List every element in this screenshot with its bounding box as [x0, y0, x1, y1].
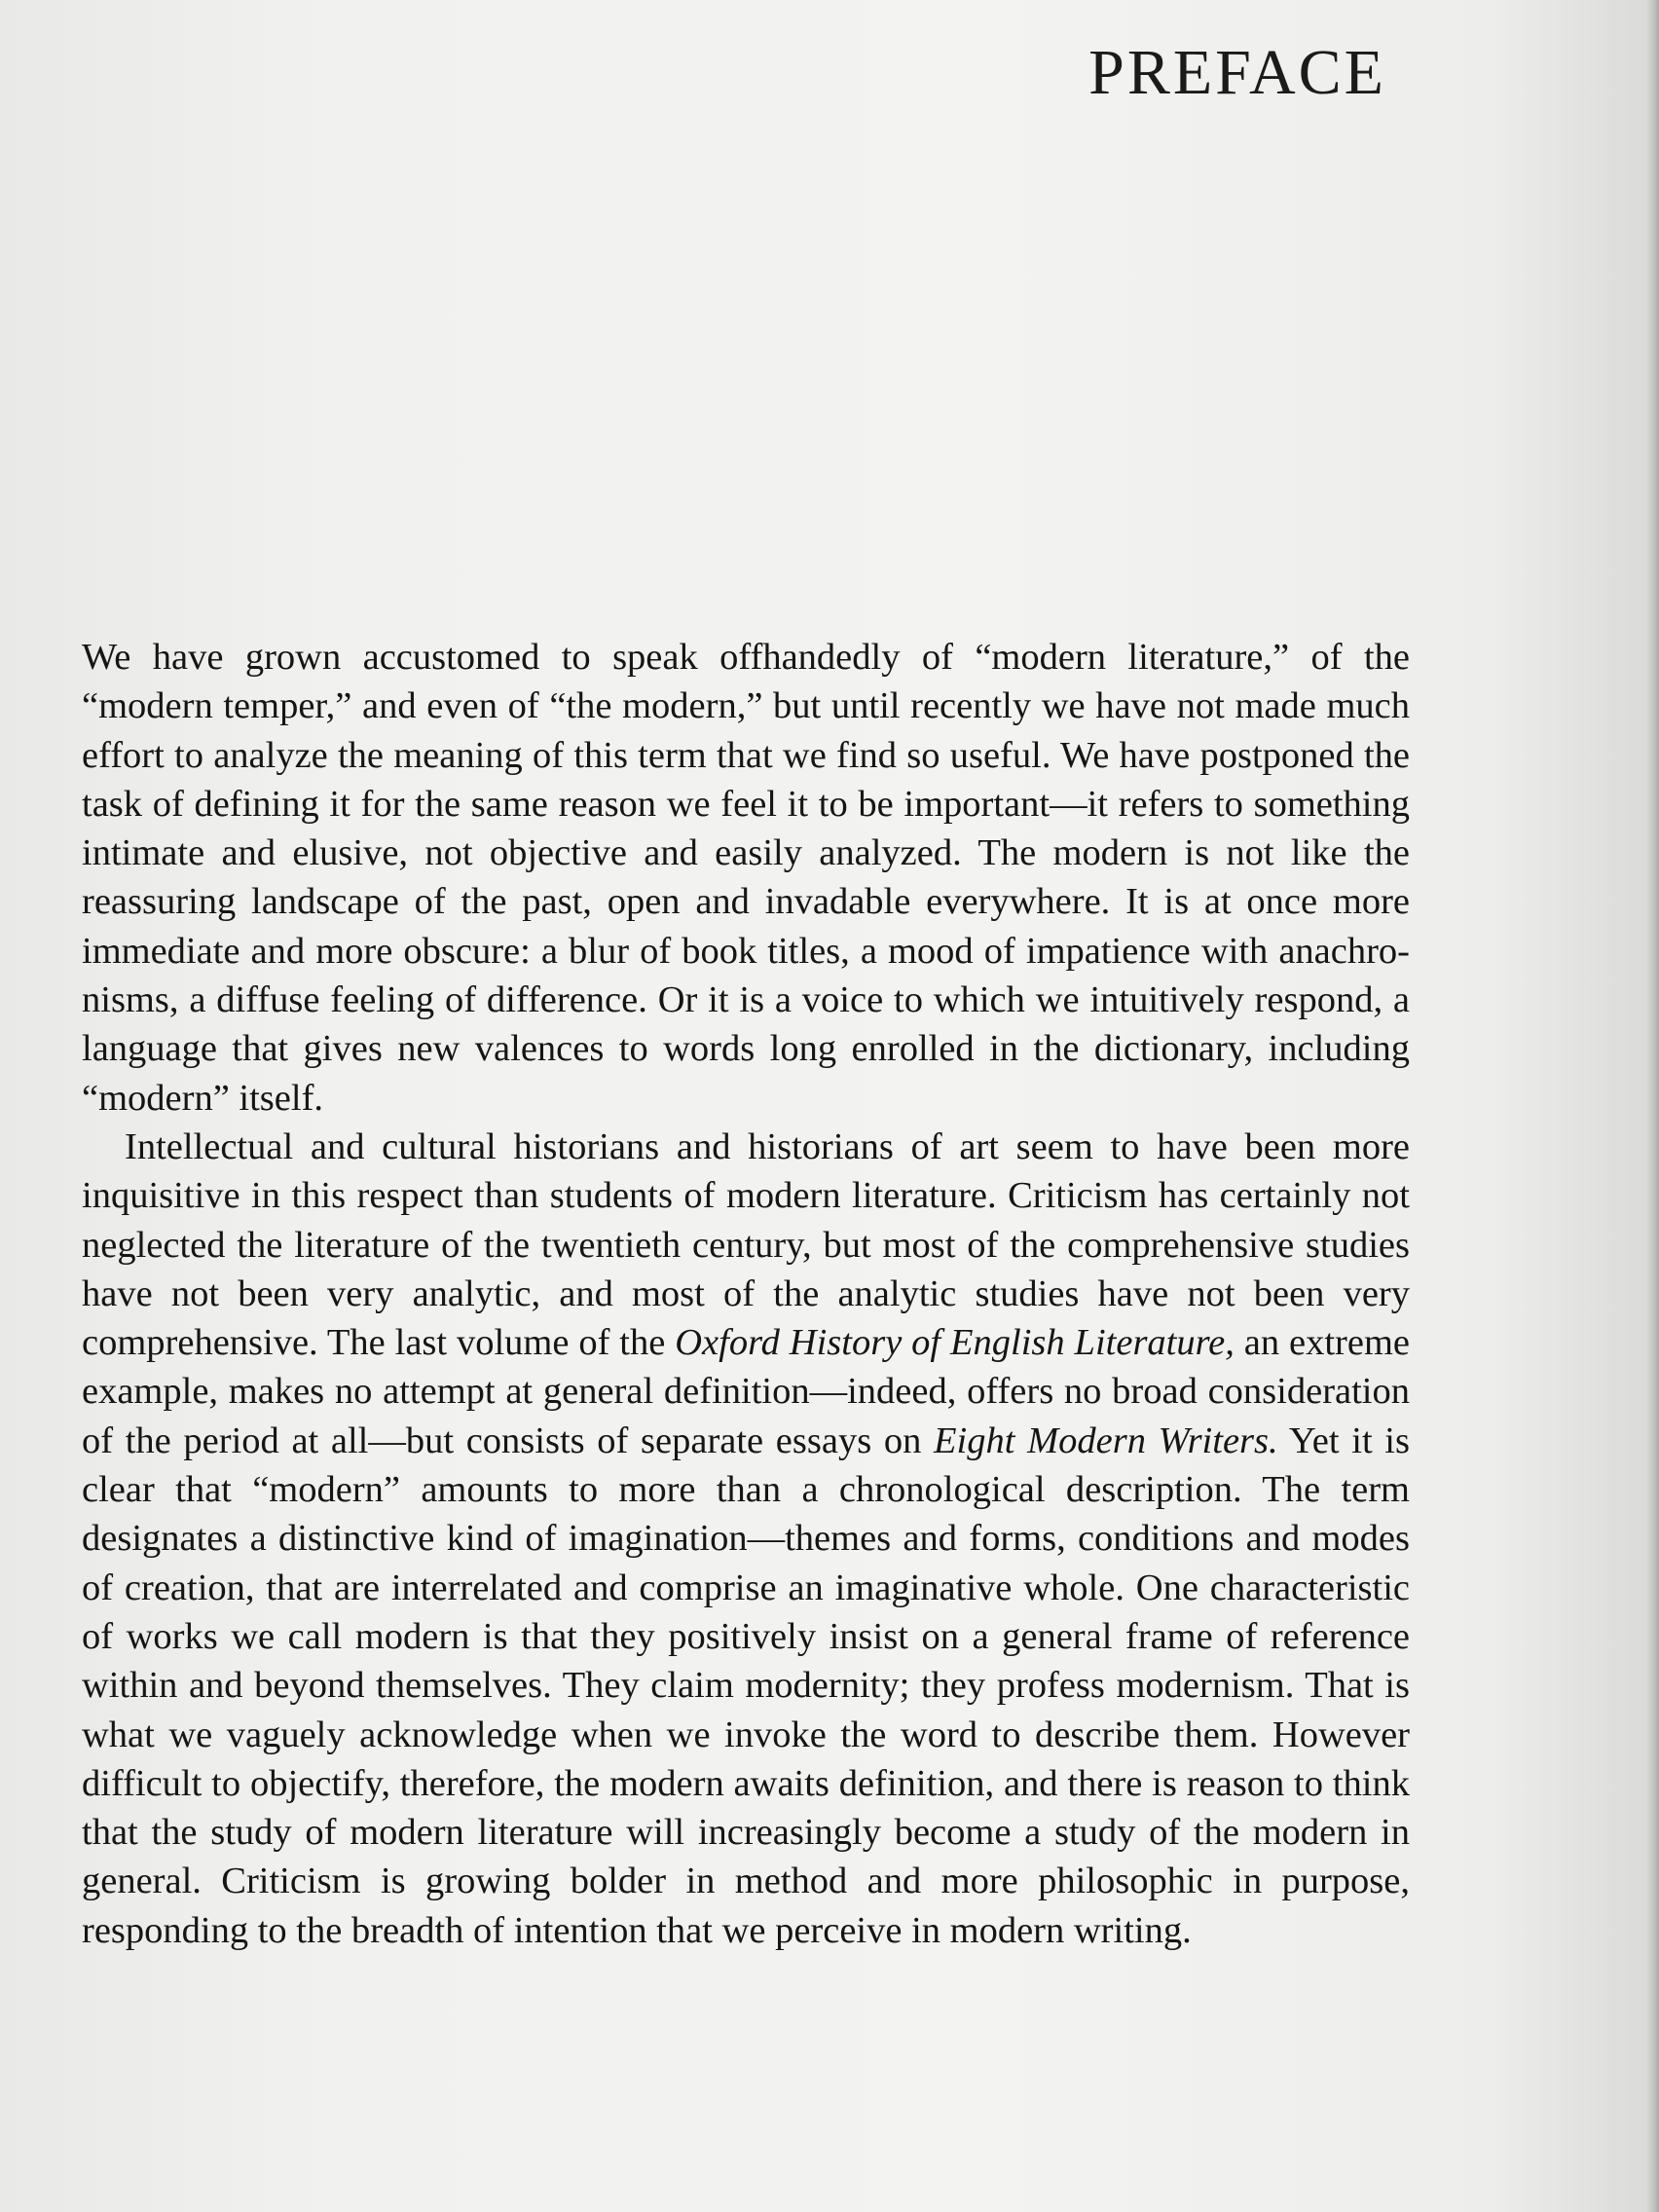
body-text	[82, 633, 1410, 1955]
paragraph-2-part-3: Yet it is clear that “modern” amounts to more than a chronological description. The term designates a distinctive kind of imagination—themes and forms, conditions and modes of creation, that are interrelated and comprise an imaginative whole. One characteristic of works we call modern is that they positively insist on a general frame of reference within and beyond themselves. They claim modernity; they profess modernism. That is what we vaguely acknowledge when we invoke the word to describe them. However difficult to objectify, therefore, the modern awaits definition, and there is reason to think that the study of modern literature will increasingly become a study of the modern in general. Criticism is growing bolder in method and more philosophic in purpose, responding to the breadth of intention that we perceive in modern writing.	[82, 1419, 1410, 1951]
page-edge	[1645, 0, 1659, 2212]
page-title: PREFACE	[1088, 37, 1386, 108]
paragraph-2-part-1: Intellectual and cultural historians and historians of art seem to have been more inquisitive in this respect than students of modern literature. Criticism has certainly not neglected the literature of the twentieth century, but most of the comprehensive studies have not been very analytic, and most of the analytic studies have not been very comprehensive. The last volume of the	[82, 1125, 1410, 1364]
book-title-oxford-history: Oxford History of English Literature,	[675, 1322, 1235, 1364]
paragraph-2	[82, 1123, 1410, 1955]
paragraph-1: We have grown accustomed to speak offhandedly of “modern literature,” of the “modern temper,” and even of “the modern,” but until recently we have not made much effort to analyze the meaning of this term that we find so useful. We have postponed the task of defining it for the same reason we feel it to be important—it refers to something intimate and elusive, not objective and easily analyzed. The modern is not like the reassuring landscape of the past, open and invadable everywhere. It is at once more immediate and more obscure: a blur of book titles, a mood of impatience with anachronisms, a diffuse feeling of difference. Or it is a voice to which we intuitively respond, a language that gives new valences to words long enrolled in the dictionary, including “modern” itself.	[82, 637, 1410, 1119]
book-title-eight-modern-writers: Eight Modern Writers.	[934, 1419, 1278, 1461]
paragraph-2-part-2: an extreme example, makes no attempt at general definition—indeed, offers no broad consideration of the period at all—but consists of separate essays on	[82, 1322, 1410, 1461]
